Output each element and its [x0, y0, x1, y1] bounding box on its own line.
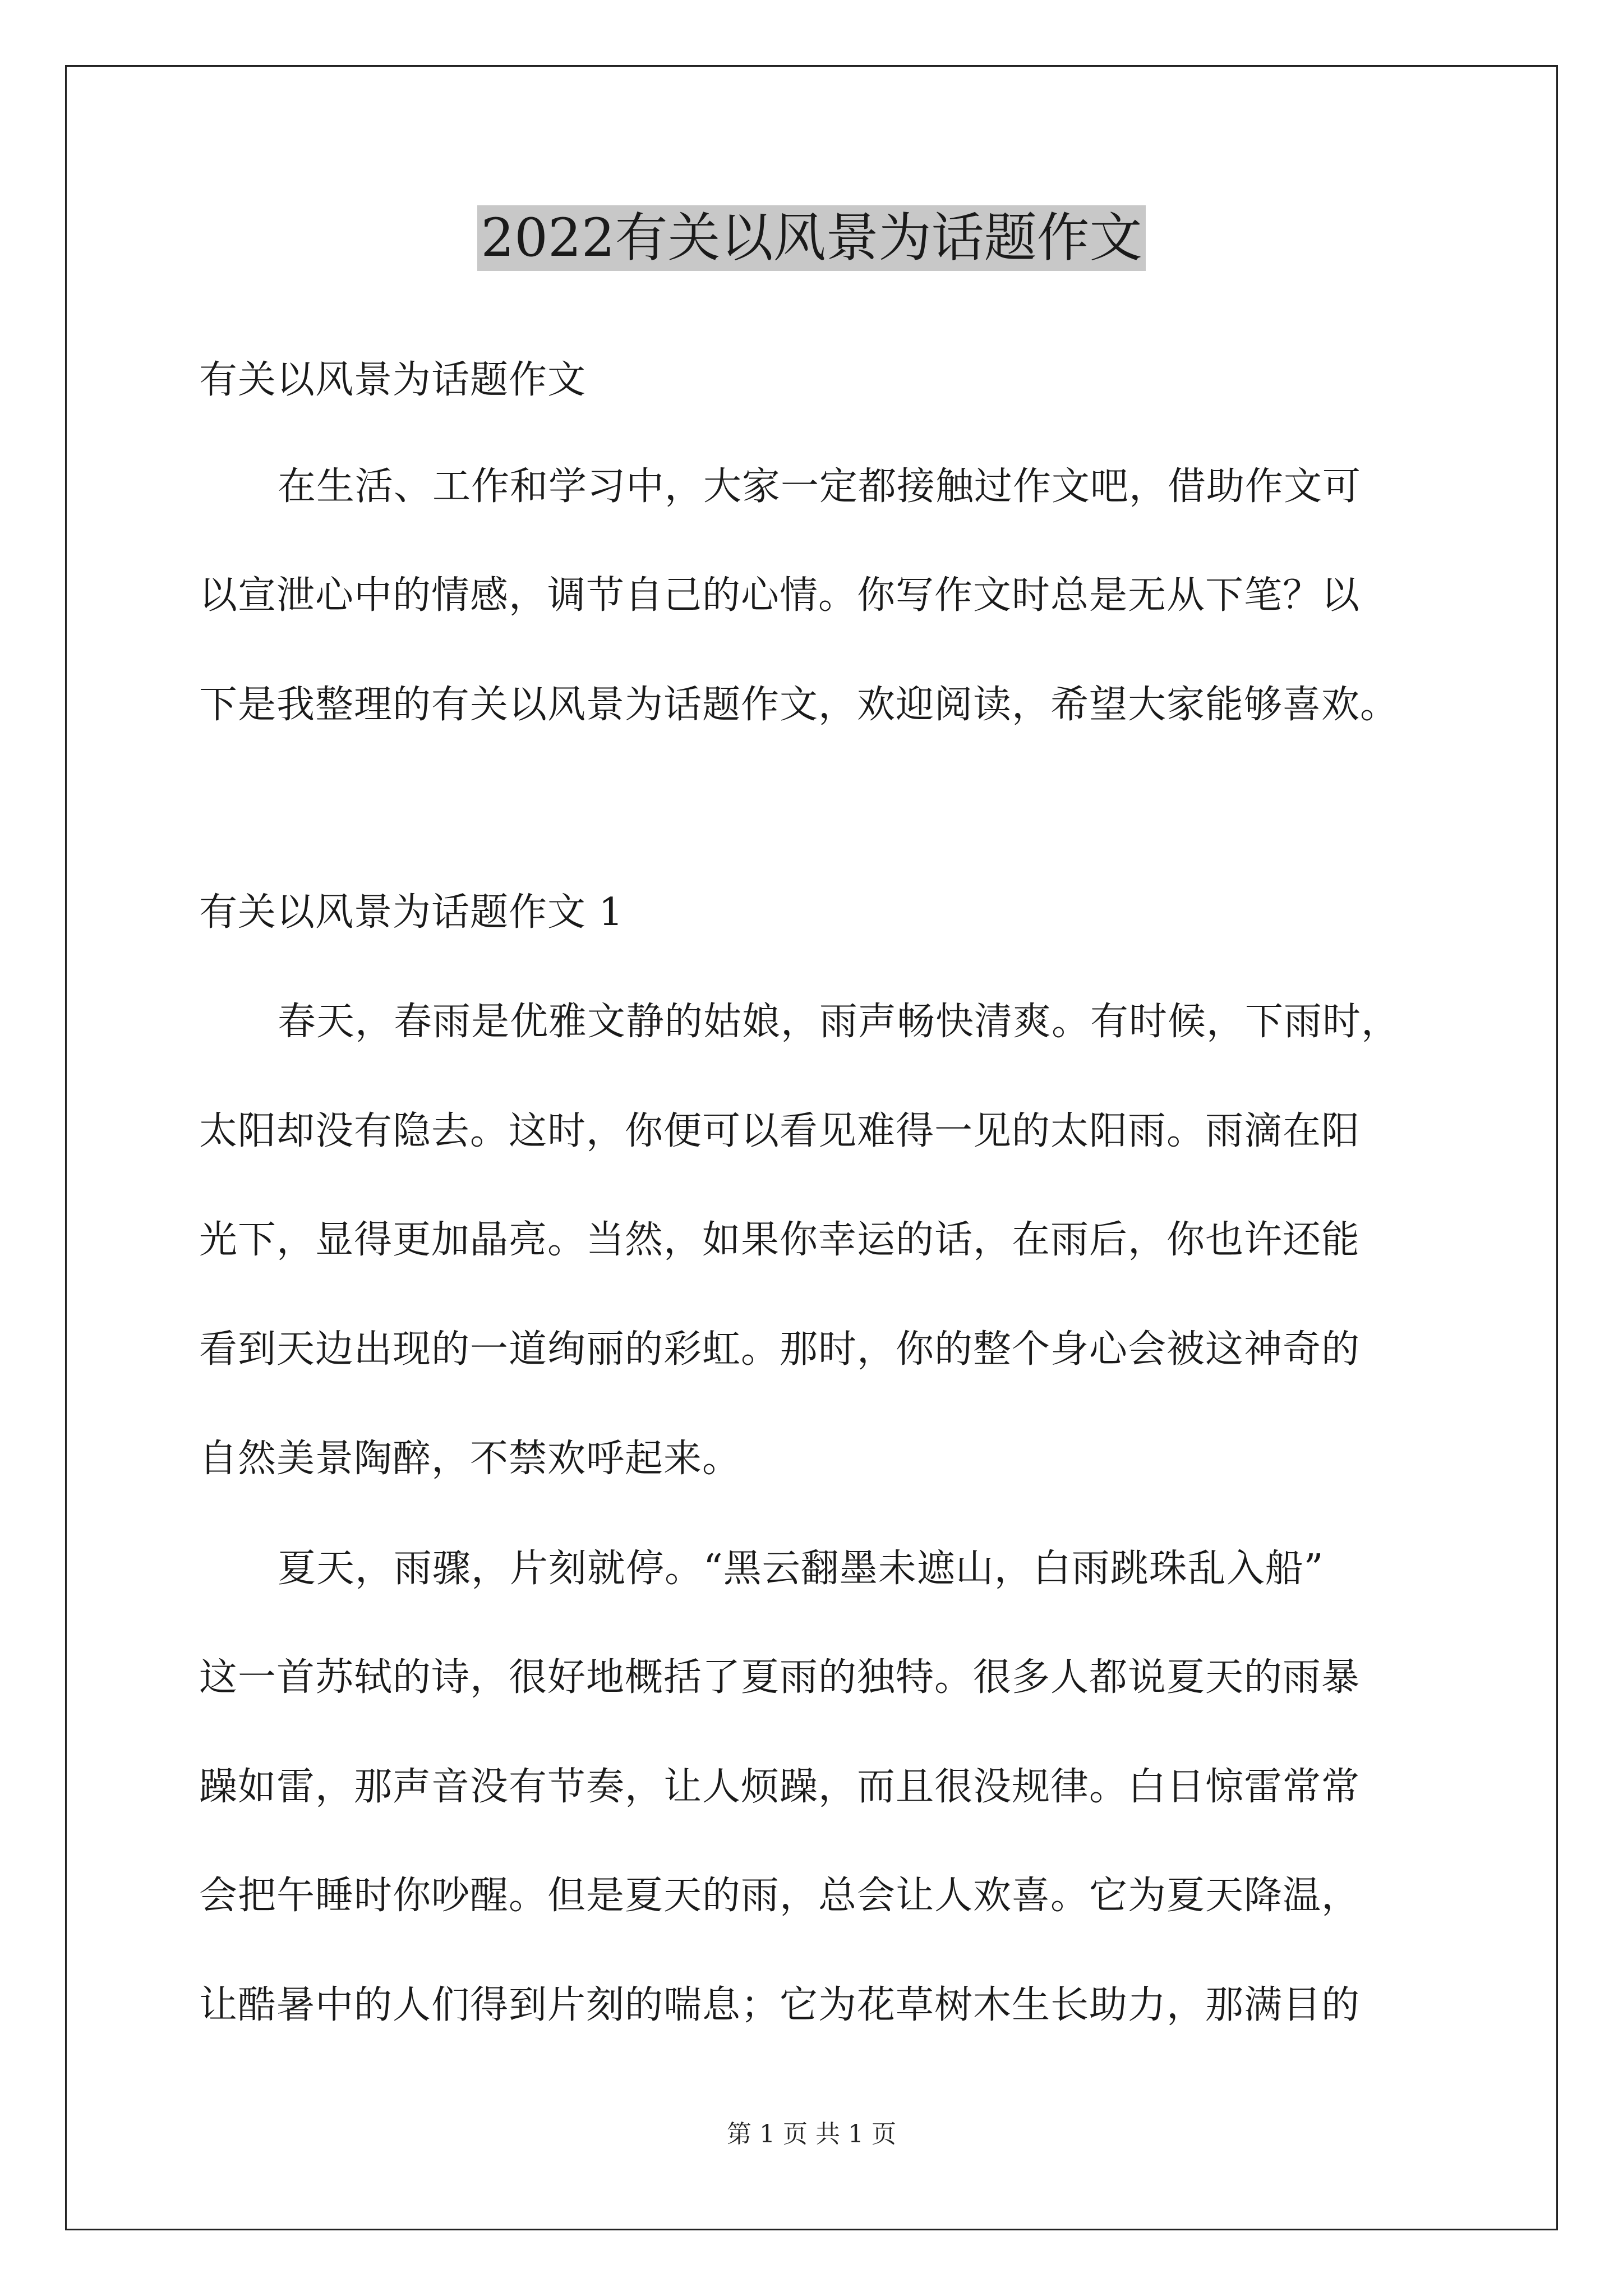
document-title: 2022有关以风景为话题作文 — [0, 202, 1623, 275]
intro-line: 下是我整理的有关以风景为话题作文，欢迎阅读，希望大家能够喜欢。 — [199, 683, 1399, 727]
paragraph-line: 光下，显得更加晶亮。当然，如果你幸运的话，在雨后，你也许还能 — [199, 1218, 1361, 1262]
paragraph-line: 让酷暑中的人们得到片刻的喘息；它为花草树木生长助力，那满目的 — [199, 1983, 1361, 2027]
paragraph-line: 会把午睡时你吵醒。但是夏天的雨，总会让人欢喜。它为夏天降温， — [199, 1874, 1361, 1918]
paragraph-line: 太阳却没有隐去。这时，你便可以看见难得一见的太阳雨。雨滴在阳 — [199, 1109, 1361, 1153]
paragraph-line: 躁如雷，那声音没有节奏，让人烦躁，而且很没规律。白日惊雷常常 — [199, 1765, 1361, 1809]
paragraph-line: 这一首苏轼的诗，很好地概括了夏雨的独特。很多人都说夏天的雨暴 — [199, 1655, 1361, 1700]
intro-line: 以宣泄心中的情感，调节自己的心情。你写作文时总是无从下笔？以 — [199, 573, 1361, 618]
paragraph-line: 自然美景陶醉，不禁欢呼起来。 — [199, 1437, 741, 1481]
section-heading: 有关以风景为话题作文 1 — [199, 890, 624, 935]
intro-line: 在生活、工作和学习中，大家一定都接触过作文吧，借助作文可 — [278, 464, 1362, 509]
paragraph-line: 看到天边出现的一道绚丽的彩虹。那时，你的整个身心会被这神奇的 — [199, 1327, 1361, 1372]
subtitle: 有关以风景为话题作文 — [199, 358, 587, 402]
page-number: 第 1 页 共 1 页 — [727, 2120, 896, 2148]
paragraph-line: 夏天，雨骤，片刻就停。“黑云翻墨未遮山，白雨跳珠乱入船” — [278, 1547, 1324, 1591]
paragraph-line: 春天，春雨是优雅文静的姑娘，雨声畅快清爽。有时候，下雨时， — [278, 1000, 1400, 1044]
